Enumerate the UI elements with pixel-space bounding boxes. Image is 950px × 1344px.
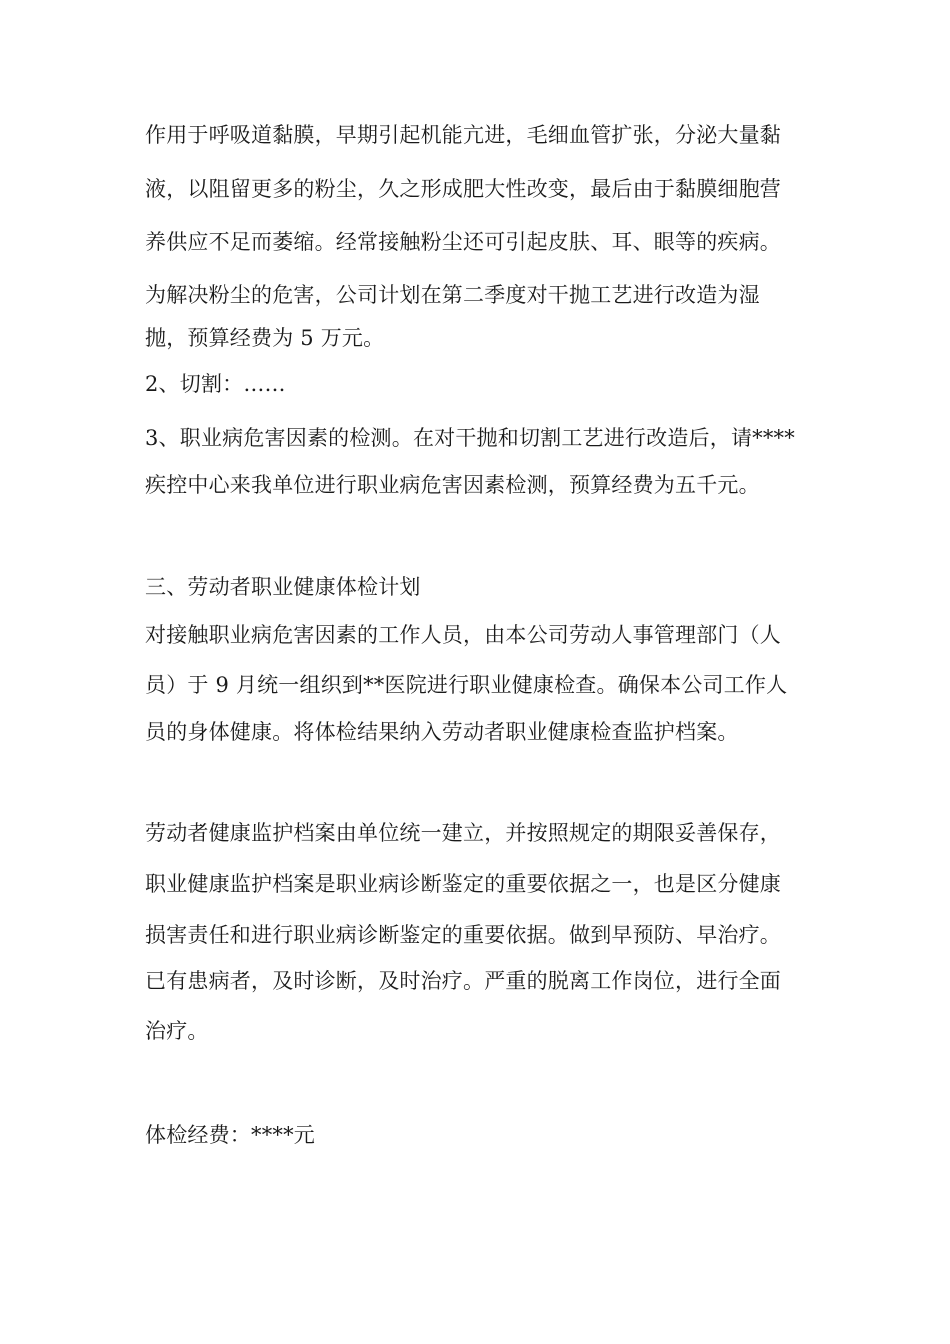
section-heading: 三、劳动者职业健康体检计划 bbox=[145, 575, 421, 599]
list-item-detection: 3、职业病危害因素的检测。在对干抛和切割工艺进行改造后，请**** bbox=[145, 426, 795, 450]
paragraph-line: 职业健康监护档案是职业病诊断鉴定的重要依据之一，也是区分健康 bbox=[145, 872, 781, 896]
paragraph-line: 作用于呼吸道黏膜，早期引起机能亢进，毛细血管扩张，分泌大量黏 bbox=[145, 123, 781, 147]
exam-cost-line: 体检经费：****元 bbox=[145, 1123, 315, 1147]
paragraph-line: 员的身体健康。将体检结果纳入劳动者职业健康检查监护档案。 bbox=[145, 720, 739, 744]
paragraph-line: 损害责任和进行职业病诊断鉴定的重要依据。做到早预防、早治疗。 bbox=[145, 923, 781, 947]
paragraph-line: 抛，预算经费为 5 万元。 bbox=[145, 326, 385, 350]
paragraph-line: 疾控中心来我单位进行职业病危害因素检测，预算经费为五千元。 bbox=[145, 473, 760, 497]
paragraph-line: 治疗。 bbox=[145, 1019, 209, 1043]
paragraph-line: 劳动者健康监护档案由单位统一建立，并按照规定的期限妥善保存， bbox=[145, 821, 781, 845]
paragraph-line: 对接触职业病危害因素的工作人员，由本公司劳动人事管理部门（人 bbox=[145, 623, 781, 647]
list-item-cutting: 2、切割：…… bbox=[145, 372, 286, 396]
paragraph-line: 养供应不足而萎缩。经常接触粉尘还可引起皮肤、耳、眼等的疾病。 bbox=[145, 230, 781, 254]
paragraph-line: 液，以阻留更多的粉尘，久之形成肥大性改变，最后由于黏膜细胞营 bbox=[145, 177, 781, 201]
paragraph-line: 已有患病者，及时诊断，及时治疗。严重的脱离工作岗位，进行全面 bbox=[145, 969, 781, 993]
paragraph-line: 为解决粉尘的危害，公司计划在第二季度对干抛工艺进行改造为湿 bbox=[145, 283, 760, 307]
paragraph-line: 员）于 9 月统一组织到**医院进行职业健康检查。确保本公司工作人 bbox=[145, 673, 788, 697]
